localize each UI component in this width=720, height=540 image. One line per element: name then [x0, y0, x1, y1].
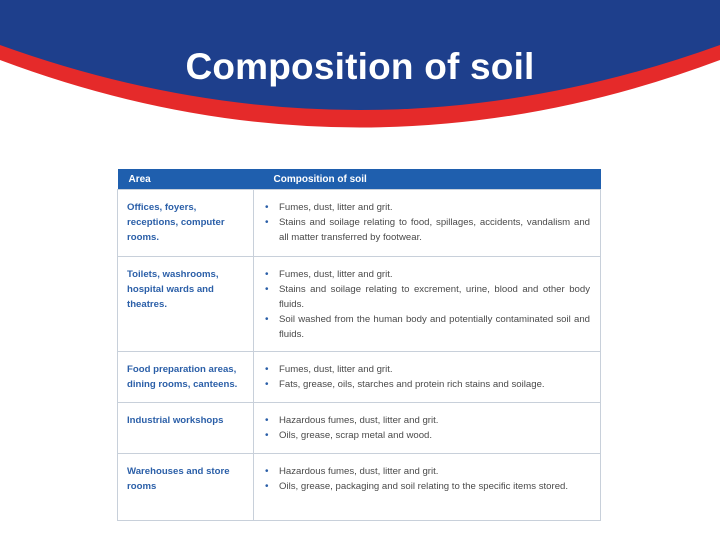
- composition-list: [264, 464, 590, 494]
- area-cell: Industrial workshops: [118, 403, 254, 454]
- table-row: [118, 257, 601, 352]
- table-row: [118, 190, 601, 257]
- list-item: • Hazardous fumes, dust, litter and grit.: [264, 413, 590, 428]
- title-banner: [0, 0, 720, 160]
- composition-list: [264, 200, 590, 245]
- list-item: • Oils, grease, packaging and soil relating to the specific items stored.: [264, 479, 590, 494]
- composition-cell: [254, 190, 601, 257]
- composition-list: [264, 362, 590, 392]
- header-area: Area: [118, 169, 254, 190]
- page-title: Composition of soil: [185, 46, 535, 87]
- table-row: [118, 352, 601, 403]
- area-cell: Warehouses and store rooms: [118, 454, 254, 521]
- composition-list: [264, 267, 590, 342]
- composition-cell: [254, 352, 601, 403]
- list-item: • Fumes, dust, litter and grit.: [264, 362, 590, 377]
- header-composition: Composition of soil: [254, 169, 601, 190]
- table: [117, 169, 601, 521]
- area-cell: Toilets, washrooms, hospital wards and theatres.: [118, 257, 254, 352]
- table-row: [118, 403, 601, 454]
- composition-list: [264, 413, 590, 443]
- composition-cell: [254, 257, 601, 352]
- area-cell: Offices, foyers, receptions, computer rooms.: [118, 190, 254, 257]
- list-item: • Fats, grease, oils, starches and protein rich stains and soilage.: [264, 377, 590, 392]
- table-header-row: [118, 169, 601, 190]
- area-cell: Food preparation areas, dining rooms, canteens.: [118, 352, 254, 403]
- list-item: • Stains and soilage relating to excrement, urine, blood and other body fluids.: [264, 282, 590, 312]
- list-item: • Oils, grease, scrap metal and wood.: [264, 428, 590, 443]
- composition-cell: [254, 403, 601, 454]
- soil-composition-table: [117, 169, 600, 521]
- list-item: • Soil washed from the human body and potentially contaminated soil and fluids.: [264, 312, 590, 342]
- list-item: • Hazardous fumes, dust, litter and grit.: [264, 464, 590, 479]
- list-item: • Fumes, dust, litter and grit.: [264, 267, 590, 282]
- composition-cell: [254, 454, 601, 521]
- list-item: • Fumes, dust, litter and grit.: [264, 200, 590, 215]
- table-row: [118, 454, 601, 521]
- list-item: • Stains and soilage relating to food, spillages, accidents, vandalism and all matter transferred by footwear.: [264, 215, 590, 245]
